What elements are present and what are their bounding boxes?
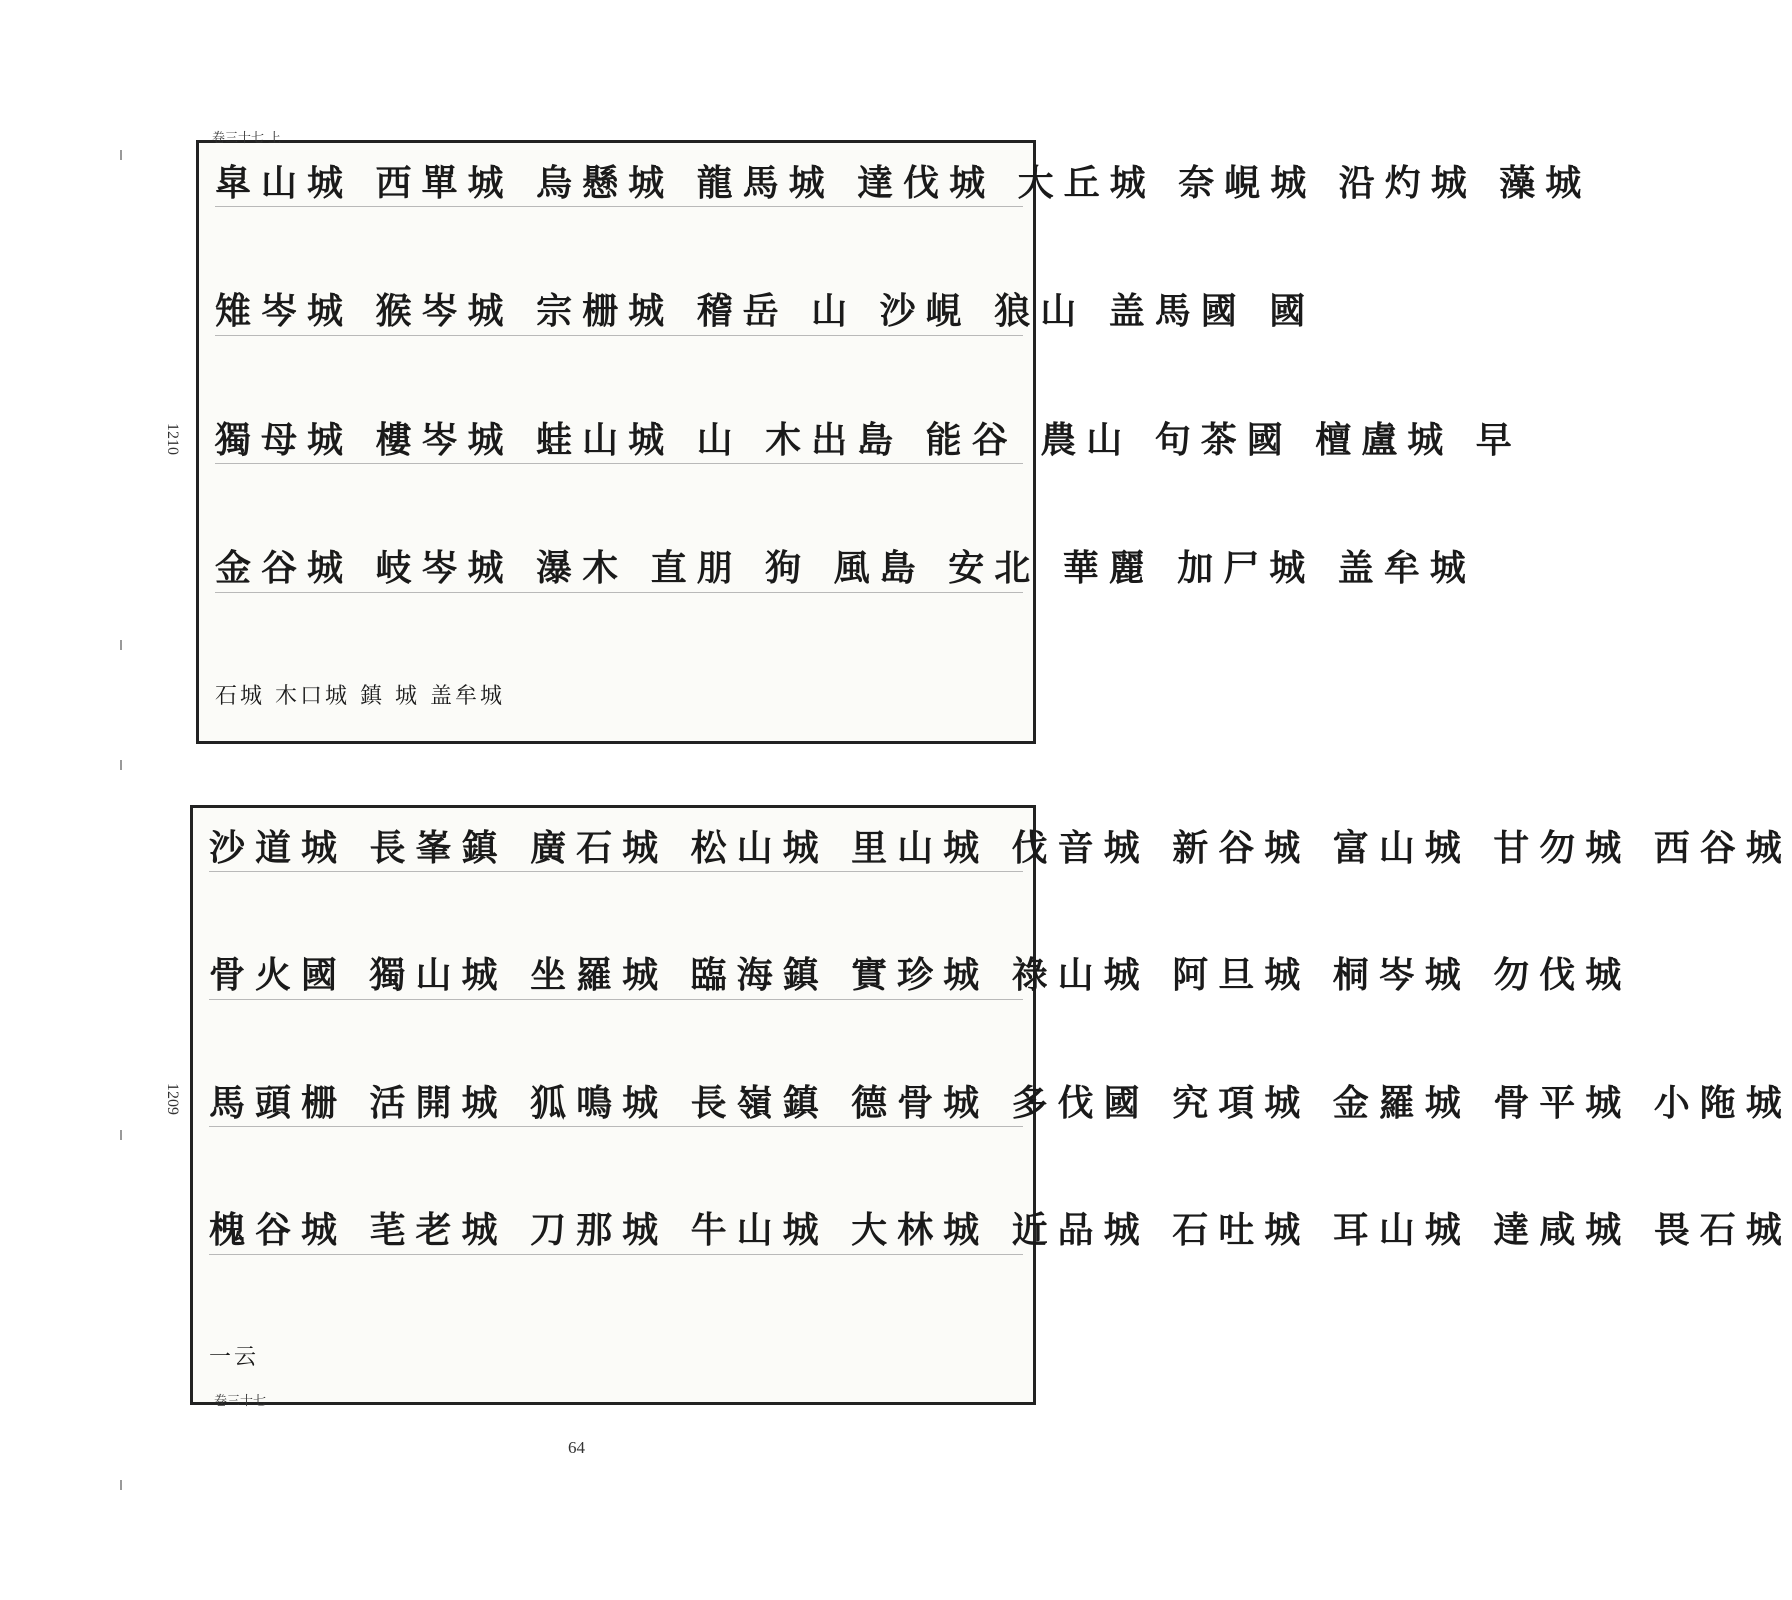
text-row [209,824,1792,872]
folio-lower: 1209 [164,1083,181,1115]
row-text: 金谷城 岐岑城 瀑木 直朋 狗 風島 安北 華麗 加尸城 盖牟城 [215,547,1476,589]
upper-text-block [196,140,1592,744]
row-text: 骨火國 獨山城 坐羅城 臨海鎮 實珍城 祿山城 阿旦城 桐岑城 勿伐城 [209,954,1632,996]
row-text: 槐谷城 芼老城 刀那城 牛山城 大林城 近品城 石吐城 耳山城 達咸城 畏石城 [209,1209,1792,1251]
text-row [209,952,1632,1000]
row-end-text: 盖牟城 [430,684,506,709]
text-row [215,416,1522,464]
row-end-text: 木口城 [275,684,351,709]
scan-edge-mark [120,150,122,160]
scan-edge-mark [120,1480,122,1490]
folio-upper: 1210 [164,423,181,455]
text-row [215,159,1592,207]
page-number: 64 [568,1438,585,1457]
row-text: 雉岑城 猴岑城 ​宗栅城 稽岳 山 沙峴 狼山 盖馬國 ​國 [215,290,1316,332]
text-row [215,288,1316,336]
annotation-note: 一云 [209,1345,260,1370]
text-row [209,1207,1792,1255]
text-row [209,1334,1023,1382]
lower-margin-marker: 卷三十七 [214,1394,267,1409]
row-text: 馬頭栅 活開城 狐鳴城 長嶺鎮 德骨城 多伐國 究項城 金羅城 骨平城 小陁城 [209,1081,1792,1124]
scan-edge-mark [120,640,122,650]
lower-text-block [190,805,1792,1405]
upper-rows [215,159,1592,721]
text-row [215,545,1476,593]
row-end-text: 鎮 城 [360,684,421,709]
row-text: 皐山城 西單城 烏懸城 龍馬城 達伐城 大丘城 奈峴城 沿灼城 藻城 [215,161,1592,204]
row-end-text: 石城 [215,684,266,709]
lower-rows [209,824,1792,1382]
scan-edge-mark [120,1130,122,1140]
upper-margin-marker: 卷三十七 上 [212,131,282,146]
scan-edge-mark [120,760,122,770]
row-text: 獨母城 樓岑城 蛙山城 山 木出島 能谷 農山 句茶國 檀盧城 早 [215,418,1522,461]
text-row [209,1079,1792,1127]
row-text: 沙道城 長峯鎮 廣石城 松山城 里山城 伐音城 新谷城 富山城 甘勿城 西谷城 [209,826,1792,869]
text-row [215,673,1023,721]
